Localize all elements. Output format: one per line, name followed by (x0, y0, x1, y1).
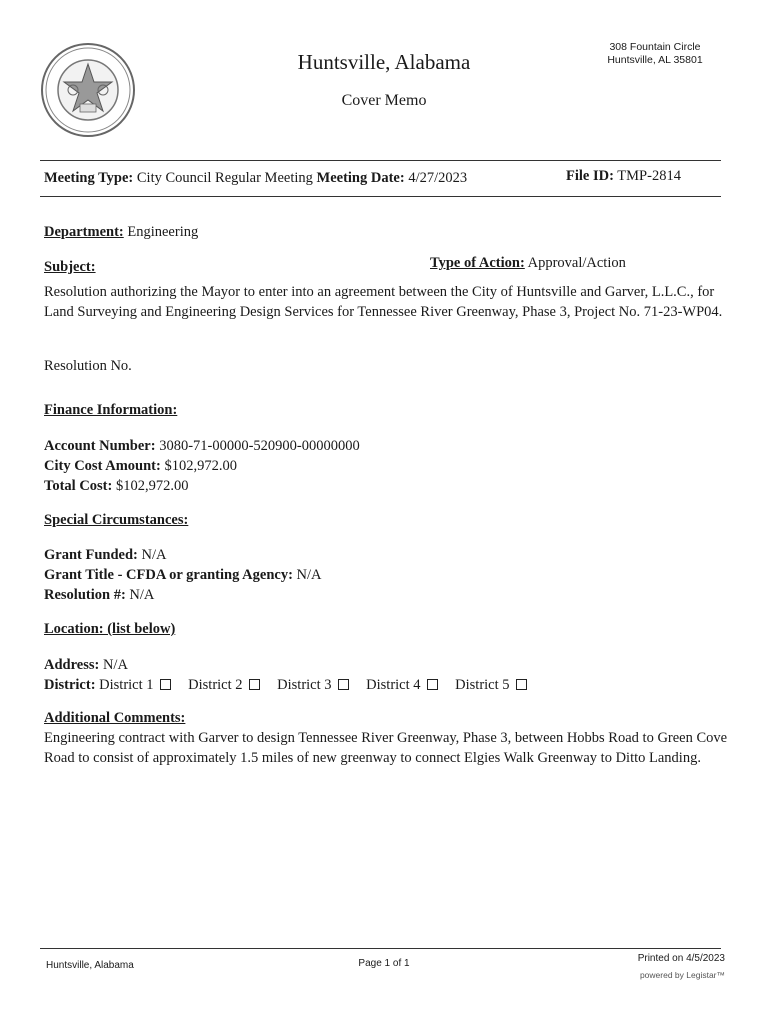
footer-divider (40, 948, 721, 949)
account-number-row: Account Number: 3080-71-00000-520900-00000000 (44, 438, 360, 454)
district-5-checkbox[interactable] (516, 679, 527, 690)
district-3-checkbox[interactable] (338, 679, 349, 690)
department-label: Department: (44, 224, 124, 240)
special-heading: Special Circumstances: (44, 512, 189, 528)
comments-text: Engineering contract with Garver to design Tennessee River Greenway, Phase 3, between Hobbs Road to Green Cove Road to consist of approximately 1.5 miles of new greenway to connect Elgies Walk Greenway to Ditto Landing. (44, 730, 728, 766)
total-cost-row: Total Cost: $102,972.00 (44, 478, 189, 494)
type-of-action (430, 255, 626, 272)
footer-city: Huntsville, Alabama (46, 960, 134, 971)
meeting-date-label: Meeting Date: (316, 170, 405, 186)
divider (40, 196, 721, 197)
divider (40, 160, 721, 161)
page-title: Huntsville, Alabama (297, 50, 471, 74)
total-cost-value: $102,972.00 (115, 478, 189, 494)
meeting-type-value: City Council Regular Meeting (136, 170, 313, 186)
footer-powered-by: powered by Legistar™ (639, 970, 725, 980)
type-of-action-value: Approval/Action (527, 255, 626, 271)
file-id (566, 168, 681, 185)
resolution-line: Resolution No. (44, 358, 132, 374)
special-block (44, 545, 728, 605)
subject-text: Resolution authorizing the Mayor to enter into an agreement between the City of Huntsville and Garver, L.L.C., for Land Surveying and Engineering Design Services for Tennessee River Greenway, Phase 3, Project No. 71-23-WP04. (44, 284, 723, 320)
department-row (44, 224, 198, 241)
address-line1: 308 Fountain Circle (609, 41, 701, 53)
page-subtitle: Cover Memo (341, 92, 427, 109)
comments-heading: Additional Comments: (44, 710, 186, 726)
district-5-label: District 5 (455, 677, 510, 693)
district-3-label: District 3 (277, 677, 332, 693)
district-row: District: District 1 District 2 District 3 District 4 District 5 (44, 675, 728, 695)
footer-printed-date: Printed on 4/5/2023 (637, 953, 725, 964)
grant-title-row: Grant Title - CFDA or granting Agency: N/A (44, 567, 322, 583)
meeting-info (44, 170, 467, 187)
grant-funded-row: Grant Funded: N/A (44, 547, 167, 563)
city-cost-value: $102,972.00 (164, 458, 237, 474)
type-of-action-label: Type of Action: (430, 255, 525, 271)
resolution-number-row: Resolution #: N/A (44, 587, 155, 603)
address-block (600, 41, 710, 67)
meeting-date-value: 4/27/2023 (408, 170, 468, 186)
file-id-value: TMP-2814 (617, 168, 681, 184)
footer-page-number: Page 1 of 1 (358, 958, 410, 969)
file-id-label: File ID: (566, 168, 614, 184)
finance-heading: Finance Information: (44, 402, 178, 418)
district-4-checkbox[interactable] (427, 679, 438, 690)
district-1-label: District 1 (99, 677, 154, 693)
city-cost-row: City Cost Amount: $102,972.00 (44, 458, 237, 474)
location-heading: Location: (list below) (44, 621, 176, 637)
district-2-label: District 2 (188, 677, 243, 693)
meeting-type-label: Meeting Type: (44, 170, 134, 186)
comments-block (44, 708, 728, 768)
district-4-label: District 4 (366, 677, 421, 693)
department-value: Engineering (127, 224, 199, 240)
district-2-checkbox[interactable] (249, 679, 260, 690)
address-line2: Huntsville, AL 35801 (607, 54, 703, 66)
finance-block (44, 436, 728, 496)
location-block (44, 655, 728, 695)
subject-label: Subject: (44, 259, 96, 275)
address-row: Address: N/A (44, 657, 128, 673)
account-number-value: 3080-71-00000-520900-00000000 (159, 438, 360, 454)
district-1-checkbox[interactable] (160, 679, 171, 690)
